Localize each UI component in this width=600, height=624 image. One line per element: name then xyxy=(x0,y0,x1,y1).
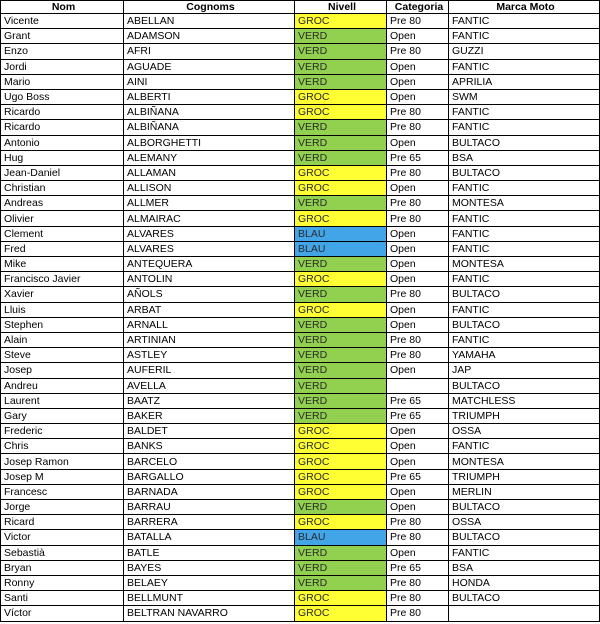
cell-marca-moto: MONTESA xyxy=(449,257,600,272)
table-row xyxy=(1,287,600,302)
cell-categoria: Pre 80 xyxy=(387,348,449,363)
cell-cognoms: BARNADA xyxy=(124,484,295,499)
cell-nivell: VERD xyxy=(295,196,387,211)
cell-marca-moto: BULTACO xyxy=(449,378,600,393)
cell-categoria: Pre 80 xyxy=(387,105,449,120)
cell-nivell: GROC xyxy=(295,105,387,120)
cell-nom: Laurent xyxy=(1,393,124,408)
cell-marca-moto: MATCHLESS xyxy=(449,393,600,408)
cell-marca-moto: HONDA xyxy=(449,575,600,590)
cell-categoria: Pre 80 xyxy=(387,211,449,226)
cell-marca-moto: FANTIC xyxy=(449,302,600,317)
cell-cognoms: ALLMER xyxy=(124,196,295,211)
cell-cognoms: BATALLA xyxy=(124,530,295,545)
cell-cognoms: BANKS xyxy=(124,439,295,454)
cell-marca-moto: OSSA xyxy=(449,424,600,439)
cell-nivell: VERD xyxy=(295,59,387,74)
cell-nom: Bryan xyxy=(1,560,124,575)
cell-marca-moto: BULTACO xyxy=(449,165,600,180)
cell-cognoms: AUFERIL xyxy=(124,363,295,378)
cell-nivell: GROC xyxy=(295,469,387,484)
cell-nom: Grant xyxy=(1,29,124,44)
cell-categoria: Open xyxy=(387,181,449,196)
cell-cognoms: AGUADE xyxy=(124,59,295,74)
cell-nivell: GROC xyxy=(295,484,387,499)
cell-nom: Stephen xyxy=(1,317,124,332)
cell-nom: Frederic xyxy=(1,424,124,439)
cell-nom: Andreas xyxy=(1,196,124,211)
cell-nivell: GROC xyxy=(295,89,387,104)
cell-nivell: VERD xyxy=(295,363,387,378)
header-row xyxy=(1,1,600,14)
cell-cognoms: ASTLEY xyxy=(124,348,295,363)
cell-marca-moto: BULTACO xyxy=(449,500,600,515)
cell-cognoms: ABELLAN xyxy=(124,14,295,29)
cell-cognoms: AINI xyxy=(124,74,295,89)
cell-nom: Andreu xyxy=(1,378,124,393)
cell-marca-moto: TRIUMPH xyxy=(449,408,600,423)
cell-nom: Mario xyxy=(1,74,124,89)
cell-nom: Olivier xyxy=(1,211,124,226)
table-row xyxy=(1,591,600,606)
cell-categoria: Open xyxy=(387,89,449,104)
cell-nom: Chris xyxy=(1,439,124,454)
cell-cognoms: ADAMSON xyxy=(124,29,295,44)
cell-nivell: GROC xyxy=(295,439,387,454)
table-row xyxy=(1,226,600,241)
cell-nivell: VERD xyxy=(295,29,387,44)
cell-nom: Enzo xyxy=(1,44,124,59)
cell-categoria: Open xyxy=(387,439,449,454)
table-row xyxy=(1,606,600,621)
table-row xyxy=(1,378,600,393)
cell-marca-moto: FANTIC xyxy=(449,439,600,454)
cell-nom: Hug xyxy=(1,150,124,165)
cell-categoria: Pre 65 xyxy=(387,469,449,484)
table-row xyxy=(1,257,600,272)
cell-nivell: GROC xyxy=(295,424,387,439)
header-cognoms: Cognoms xyxy=(124,1,295,14)
cell-marca-moto: FANTIC xyxy=(449,272,600,287)
table-row xyxy=(1,135,600,150)
table-body xyxy=(1,14,600,622)
cell-nivell: GROC xyxy=(295,606,387,621)
cell-cognoms: BARGALLO xyxy=(124,469,295,484)
cell-marca-moto: BULTACO xyxy=(449,317,600,332)
cell-categoria: Open xyxy=(387,226,449,241)
cell-marca-moto: FANTIC xyxy=(449,181,600,196)
cell-nivell: VERD xyxy=(295,332,387,347)
cell-cognoms: ALLISON xyxy=(124,181,295,196)
cell-nom: Christian xyxy=(1,181,124,196)
table-row xyxy=(1,515,600,530)
cell-nom: Jean-Daniel xyxy=(1,165,124,180)
table-row xyxy=(1,29,600,44)
cell-nivell: VERD xyxy=(295,135,387,150)
cell-nom: Ricardo xyxy=(1,120,124,135)
cell-cognoms: BARRERA xyxy=(124,515,295,530)
cell-cognoms: AVELLA xyxy=(124,378,295,393)
cell-cognoms: ALBIÑANA xyxy=(124,105,295,120)
cell-marca-moto: JAP xyxy=(449,363,600,378)
cell-categoria: Open xyxy=(387,500,449,515)
table-row xyxy=(1,196,600,211)
cell-marca-moto: TRIUMPH xyxy=(449,469,600,484)
cell-categoria: Open xyxy=(387,454,449,469)
table-row xyxy=(1,120,600,135)
cell-nivell: GROC xyxy=(295,211,387,226)
cell-nivell: VERD xyxy=(295,44,387,59)
table-row xyxy=(1,500,600,515)
table-row xyxy=(1,439,600,454)
cell-nom: Victor xyxy=(1,530,124,545)
cell-marca-moto: FANTIC xyxy=(449,545,600,560)
cell-marca-moto: BSA xyxy=(449,560,600,575)
cell-cognoms: BELLMUNT xyxy=(124,591,295,606)
cell-categoria: Pre 80 xyxy=(387,591,449,606)
cell-cognoms: BAKER xyxy=(124,408,295,423)
cell-marca-moto: MONTESA xyxy=(449,196,600,211)
cell-marca-moto: OSSA xyxy=(449,515,600,530)
cell-marca-moto: FANTIC xyxy=(449,14,600,29)
cell-nivell: VERD xyxy=(295,378,387,393)
cell-marca-moto: BULTACO xyxy=(449,287,600,302)
cell-marca-moto: FANTIC xyxy=(449,120,600,135)
cell-nom: Sebastià xyxy=(1,545,124,560)
cell-nivell: BLAU xyxy=(295,241,387,256)
cell-nivell: GROC xyxy=(295,454,387,469)
cell-nivell: GROC xyxy=(295,302,387,317)
table-row xyxy=(1,59,600,74)
cell-cognoms: ANTEQUERA xyxy=(124,257,295,272)
cell-cognoms: BARRAU xyxy=(124,500,295,515)
cell-nivell: GROC xyxy=(295,165,387,180)
cell-cognoms: ALBERTI xyxy=(124,89,295,104)
table-row xyxy=(1,484,600,499)
cell-cognoms: ALBIÑANA xyxy=(124,120,295,135)
cell-cognoms: AÑOLS xyxy=(124,287,295,302)
table-row xyxy=(1,545,600,560)
cell-nivell: BLAU xyxy=(295,226,387,241)
cell-categoria: Open xyxy=(387,29,449,44)
table-row xyxy=(1,165,600,180)
table-row xyxy=(1,181,600,196)
cell-nivell: VERD xyxy=(295,560,387,575)
cell-categoria: Open xyxy=(387,257,449,272)
cell-marca-moto: YAMAHA xyxy=(449,348,600,363)
header-nivell: Nivell xyxy=(295,1,387,14)
cell-nivell: GROC xyxy=(295,515,387,530)
cell-cognoms: BELTRAN NAVARRO xyxy=(124,606,295,621)
cell-nivell: GROC xyxy=(295,272,387,287)
cell-categoria: Pre 80 xyxy=(387,332,449,347)
cell-nom: Francesc xyxy=(1,484,124,499)
table-row xyxy=(1,575,600,590)
cell-categoria: Pre 65 xyxy=(387,560,449,575)
cell-nivell: BLAU xyxy=(295,530,387,545)
cell-marca-moto: BULTACO xyxy=(449,135,600,150)
cell-marca-moto: BULTACO xyxy=(449,591,600,606)
cell-cognoms: ALBORGHETTI xyxy=(124,135,295,150)
cell-cognoms: ALVARES xyxy=(124,226,295,241)
cell-categoria: Pre 80 xyxy=(387,14,449,29)
header-categoria: Categoria xyxy=(387,1,449,14)
cell-cognoms: ARNALL xyxy=(124,317,295,332)
cell-cognoms: ARBAT xyxy=(124,302,295,317)
cell-nom: Josep M xyxy=(1,469,124,484)
cell-categoria: Pre 80 xyxy=(387,165,449,180)
header-marca-moto: Marca Moto xyxy=(449,1,600,14)
table-row xyxy=(1,348,600,363)
cell-nom: Antonio xyxy=(1,135,124,150)
cell-cognoms: ALLAMAN xyxy=(124,165,295,180)
cell-nivell: VERD xyxy=(295,393,387,408)
table-row xyxy=(1,302,600,317)
cell-nom: Mike xyxy=(1,257,124,272)
cell-categoria: Pre 80 xyxy=(387,44,449,59)
table-row xyxy=(1,211,600,226)
cell-nom: Ricard xyxy=(1,515,124,530)
cell-nom: Clement xyxy=(1,226,124,241)
table-row xyxy=(1,105,600,120)
table-row xyxy=(1,74,600,89)
cell-cognoms: BARCELO xyxy=(124,454,295,469)
table-row xyxy=(1,408,600,423)
table-row xyxy=(1,272,600,287)
cell-marca-moto xyxy=(449,606,600,621)
cell-nivell: VERD xyxy=(295,120,387,135)
cell-marca-moto: FANTIC xyxy=(449,211,600,226)
cell-nivell: VERD xyxy=(295,74,387,89)
cell-nom: Josep Ramon xyxy=(1,454,124,469)
cell-marca-moto: SWM xyxy=(449,89,600,104)
cell-nivell: GROC xyxy=(295,14,387,29)
cell-marca-moto: MERLIN xyxy=(449,484,600,499)
cell-marca-moto: BSA xyxy=(449,150,600,165)
cell-categoria: Pre 80 xyxy=(387,606,449,621)
cell-marca-moto: FANTIC xyxy=(449,105,600,120)
table-row xyxy=(1,363,600,378)
cell-marca-moto: FANTIC xyxy=(449,59,600,74)
cell-categoria: Open xyxy=(387,302,449,317)
cell-marca-moto: BULTACO xyxy=(449,530,600,545)
cell-categoria: Open xyxy=(387,545,449,560)
cell-nivell: GROC xyxy=(295,181,387,196)
cell-categoria xyxy=(387,378,449,393)
cell-cognoms: BELAEY xyxy=(124,575,295,590)
cell-nivell: VERD xyxy=(295,545,387,560)
table-row xyxy=(1,89,600,104)
cell-nivell: GROC xyxy=(295,591,387,606)
cell-nivell: VERD xyxy=(295,500,387,515)
cell-categoria: Open xyxy=(387,424,449,439)
cell-nom: Fred xyxy=(1,241,124,256)
cell-cognoms: ALEMANY xyxy=(124,150,295,165)
cell-categoria: Open xyxy=(387,135,449,150)
cell-nom: Jordi xyxy=(1,59,124,74)
cell-categoria: Pre 80 xyxy=(387,575,449,590)
cell-nivell: VERD xyxy=(295,257,387,272)
cell-cognoms: BALDET xyxy=(124,424,295,439)
cell-categoria: Pre 65 xyxy=(387,150,449,165)
cell-categoria: Open xyxy=(387,484,449,499)
cell-nom: Ugo Boss xyxy=(1,89,124,104)
table-row xyxy=(1,469,600,484)
cell-marca-moto: FANTIC xyxy=(449,226,600,241)
cell-cognoms: BAATZ xyxy=(124,393,295,408)
cell-nom: Francisco Javier xyxy=(1,272,124,287)
cell-nom: Gary xyxy=(1,408,124,423)
table-row xyxy=(1,424,600,439)
cell-cognoms: ARTINIAN xyxy=(124,332,295,347)
cell-nom: Lluis xyxy=(1,302,124,317)
table-row xyxy=(1,44,600,59)
table-row xyxy=(1,560,600,575)
cell-categoria: Open xyxy=(387,363,449,378)
cell-categoria: Open xyxy=(387,74,449,89)
table-row xyxy=(1,317,600,332)
cell-marca-moto: FANTIC xyxy=(449,29,600,44)
cell-categoria: Pre 80 xyxy=(387,120,449,135)
table-row xyxy=(1,332,600,347)
cell-cognoms: ALVARES xyxy=(124,241,295,256)
cell-categoria: Pre 80 xyxy=(387,287,449,302)
cell-nom: Josep xyxy=(1,363,124,378)
cell-nom: Ronny xyxy=(1,575,124,590)
cell-nivell: VERD xyxy=(295,317,387,332)
header-nom: Nom xyxy=(1,1,124,14)
table-row xyxy=(1,241,600,256)
cell-cognoms: ANTOLIN xyxy=(124,272,295,287)
cell-nivell: VERD xyxy=(295,408,387,423)
cell-categoria: Open xyxy=(387,59,449,74)
table-row xyxy=(1,393,600,408)
cell-cognoms: BAYES xyxy=(124,560,295,575)
cell-categoria: Pre 65 xyxy=(387,393,449,408)
cell-categoria: Pre 65 xyxy=(387,408,449,423)
cell-nom: Jorge xyxy=(1,500,124,515)
cell-categoria: Open xyxy=(387,317,449,332)
cell-marca-moto: GUZZI xyxy=(449,44,600,59)
cell-nom: Xavier xyxy=(1,287,124,302)
table-row xyxy=(1,150,600,165)
cell-marca-moto: APRILIA xyxy=(449,74,600,89)
cell-nivell: VERD xyxy=(295,575,387,590)
cell-nivell: VERD xyxy=(295,150,387,165)
cell-nivell: VERD xyxy=(295,287,387,302)
cell-nom: Alain xyxy=(1,332,124,347)
cell-nom: Santi xyxy=(1,591,124,606)
cell-marca-moto: MONTESA xyxy=(449,454,600,469)
cell-categoria: Pre 80 xyxy=(387,515,449,530)
cell-categoria: Pre 80 xyxy=(387,530,449,545)
table-row xyxy=(1,14,600,29)
cell-nom: Ricardo xyxy=(1,105,124,120)
table-row xyxy=(1,454,600,469)
cell-cognoms: ALMAIRAC xyxy=(124,211,295,226)
cell-marca-moto: FANTIC xyxy=(449,241,600,256)
cell-categoria: Open xyxy=(387,272,449,287)
cell-nom: Vicente xyxy=(1,14,124,29)
cell-nom: Víctor xyxy=(1,606,124,621)
cell-categoria: Open xyxy=(387,241,449,256)
cell-nom: Steve xyxy=(1,348,124,363)
cell-marca-moto: FANTIC xyxy=(449,332,600,347)
cell-cognoms: AFRI xyxy=(124,44,295,59)
table-row xyxy=(1,530,600,545)
cell-nivell: VERD xyxy=(295,348,387,363)
cell-cognoms: BATLE xyxy=(124,545,295,560)
cell-categoria: Pre 80 xyxy=(387,196,449,211)
